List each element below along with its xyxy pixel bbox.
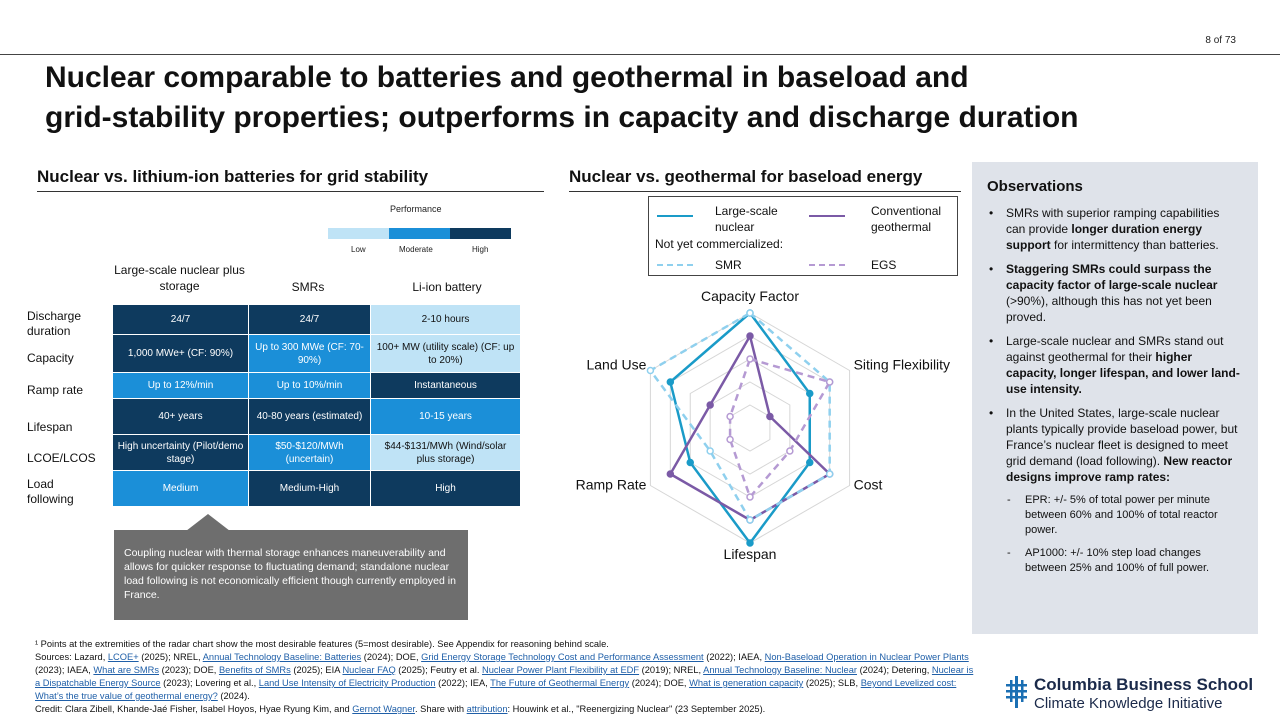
radar-grid-ring: [710, 382, 790, 474]
comparison-table: [112, 304, 521, 507]
source-link[interactable]: Benefits of SMRs: [218, 665, 291, 675]
table-cell: Up to 10%/min: [249, 373, 371, 399]
source-link[interactable]: The Future of Geothermal Energy: [490, 678, 630, 688]
radar-point: [707, 448, 713, 454]
table-cell: 1,000 MWe+ (CF: 90%): [113, 335, 249, 373]
radar-point: [807, 391, 813, 397]
radar-point: [667, 379, 673, 385]
legend-moderate-swatch: [389, 228, 450, 239]
page-title: [45, 58, 1245, 138]
logo-initiative-name: Climate Knowledge Initiative: [1034, 695, 1223, 712]
source-text: (2024); DOE,: [361, 652, 422, 662]
radar-grid-ring: [690, 359, 810, 497]
source-text: : Houwink et al., "Reenergizing Nuclear" (23 September 2025).: [507, 704, 766, 714]
title-line-1: Nuclear comparable to batteries and geothermal in baseload and: [45, 61, 969, 94]
radar-axis-label: Siting Flexibility: [853, 356, 951, 373]
source-link[interactable]: attribution: [466, 704, 508, 714]
observations-heading: Observations: [987, 178, 1083, 195]
table-cell: 2-10 hours: [371, 305, 521, 335]
legend-large-scale-label: Large-scale nuclear: [715, 204, 778, 234]
source-text: (2023); IAEA,: [35, 665, 94, 675]
source-link[interactable]: Annual Technology Baseline: Nuclear: [703, 665, 857, 675]
baseload-heading: Nuclear vs. geothermal for baseload energy: [569, 167, 961, 192]
footer: [35, 638, 980, 716]
observation-text: Staggering SMRs could surpass the capacity factor of large-scale nuclear: [1006, 262, 1218, 292]
radar-point: [807, 460, 813, 466]
source-link[interactable]: Beyond Levelized cost: What’s the true value of geothermal energy?: [35, 678, 957, 701]
column-header-li-ion: Li-ion battery: [412, 280, 482, 294]
observation-text: higher capacity, longer lifespan, and lower land-use intensity.: [1006, 350, 1240, 396]
observation-text: In the United States, large-scale nuclear plants typically provide baseload power, but France’s nuclear fleet is designed to meet grid demand (load following).: [1006, 406, 1238, 468]
radar-legend: [648, 196, 958, 276]
radar-point: [747, 310, 753, 316]
observation-subitem: - EPR: +/- 5% of total power per minute between 60% and 100% of total reactor power.: [987, 493, 1242, 538]
source-text: (2025); NREL,: [138, 652, 203, 662]
legend-high-swatch: [450, 228, 511, 239]
radar-point: [707, 402, 713, 408]
table-cell: 100+ MW (utility scale) (CF: up to 20%): [371, 335, 521, 373]
row-label-capacity: Capacity: [27, 351, 74, 365]
radar-point: [827, 379, 833, 385]
column-header-smrs: SMRs: [291, 280, 325, 294]
source-text: (2019); NREL,: [639, 665, 704, 675]
footnote: ¹ Points at the extremities of the radar chart show the most desirable features (5=most desirable). See Appendix for reasoning behind scale.: [35, 639, 609, 649]
legend-conventional-label: Conventional geothermal: [871, 204, 942, 234]
legend-moderate-label: Moderate: [399, 245, 433, 254]
table-cell: $44-$131/MWh (Wind/solar plus storage): [371, 435, 521, 471]
legend-low-swatch: [328, 228, 389, 239]
radar-point: [787, 448, 793, 454]
radar-grid-ring: [650, 313, 849, 543]
storage-callout: Coupling nuclear with thermal storage enhances maneuverability and allows for quicker response to fluctuating demand; standalone nuclear load following is not economically efficient though currently employed in France.: [114, 530, 468, 620]
legend-high-label: High: [472, 245, 489, 254]
observation-text: longer duration energy support: [1006, 222, 1203, 252]
observation-item: [987, 405, 1242, 485]
radar-axis-label: Capacity Factor: [700, 288, 800, 304]
table-cell: 24/7: [249, 305, 371, 335]
table-cell: High uncertainty (Pilot/demo stage): [113, 435, 249, 471]
table-cell: Instantaneous: [371, 373, 521, 399]
radar-point: [687, 460, 693, 466]
table-cell: $50-$120/MWh (uncertain): [249, 435, 371, 471]
table-cell: 24/7: [113, 305, 249, 335]
grid-stability-heading: Nuclear vs. lithium-ion batteries for grid stability: [37, 167, 544, 192]
observation-item: [987, 205, 1242, 253]
legend-smr-line: [657, 264, 693, 266]
observation-text: SMRs with superior ramping capabilities can provide: [1006, 206, 1220, 236]
observations-panel: [972, 162, 1258, 634]
radar-grid-ring: [730, 405, 770, 451]
radar-series-egs: [730, 359, 830, 497]
legend-egs-label: EGS: [871, 258, 897, 272]
radar-point: [747, 356, 753, 362]
source-link[interactable]: Nuclear Power Plant Flexibility at EDF: [481, 665, 640, 675]
observation-text: for intermittency than batteries.: [1050, 238, 1219, 252]
radar-point: [767, 414, 773, 420]
radar-point: [647, 368, 653, 374]
source-text: (2025); Feutry et al.: [395, 665, 482, 675]
source-text: . Share with: [414, 704, 467, 714]
source-link[interactable]: Nuclear is a Dispatchable Energy Source: [35, 665, 974, 688]
table-cell: High: [371, 471, 521, 507]
radar-axis-label: Cost: [853, 476, 883, 493]
page-number: 8 of 73: [1205, 35, 1236, 46]
radar-axis-label: Land Use: [586, 356, 647, 373]
row-label-lifespan: Lifespan: [27, 420, 73, 434]
credit-text: [35, 703, 980, 716]
radar-grid: [650, 313, 849, 543]
row-label-lcoe: LCOE/LCOS: [27, 451, 96, 465]
columbia-logo: [1004, 672, 1264, 716]
performance-legend-title: Performance: [390, 204, 442, 214]
source-link[interactable]: Annual Technology Baseline: Batteries: [202, 652, 362, 662]
column-header-large-scale: Large-scale nuclear plus storage: [114, 263, 245, 293]
radar-axis-label: Lifespan: [723, 546, 777, 562]
observation-item: [987, 333, 1242, 397]
observation-text: New reactor designs improve ramp rates:: [1006, 454, 1233, 484]
row-label-ramp: Ramp rate: [27, 383, 84, 397]
radar-point: [747, 494, 753, 500]
radar-point: [667, 471, 673, 477]
observation-text: Large-scale nuclear and SMRs stand out against geothermal for their: [1006, 334, 1224, 364]
source-text: Credit: Clara Zibell, Khande-Jaé Fisher, Isabel Hoyos, Hyae Ryung Kim, and: [35, 704, 353, 714]
row-label-discharge: Discharge duration: [27, 309, 82, 338]
legend-conventional-line: [809, 215, 845, 217]
source-link[interactable]: What are SMRs: [93, 665, 160, 675]
table-cell: 40+ years: [113, 399, 249, 435]
crown-icon: [1004, 676, 1030, 708]
source-link[interactable]: What is generation capacity: [689, 678, 804, 688]
radar-chart: [565, 288, 965, 563]
top-divider: [0, 54, 1280, 55]
source-text: (2024).: [217, 691, 250, 701]
source-link[interactable]: Grid Energy Storage Technology Cost and Performance Assessment: [421, 652, 704, 662]
radar-axis-label: Ramp Rate: [575, 476, 647, 493]
table-cell: Medium-High: [249, 471, 371, 507]
radar-point: [727, 414, 733, 420]
row-label-load-following: Load following: [27, 477, 74, 506]
callout-pointer: [186, 514, 230, 531]
legend-not-yet-label: Not yet commercialized:: [655, 237, 784, 251]
radar-point: [747, 517, 753, 523]
source-link[interactable]: Nuclear FAQ: [342, 665, 396, 675]
observations-list: [987, 205, 1242, 576]
table-cell: Medium: [113, 471, 249, 507]
source-link[interactable]: Non-Baseload Operation in Nuclear Power Plants: [764, 652, 969, 662]
observation-item: [987, 261, 1242, 325]
logo-school-name: Columbia Business School: [1034, 675, 1254, 694]
title-line-2: grid-stability properties; outperforms in capacity and discharge duration: [45, 101, 1079, 134]
observation-subitem: - AP1000: +/- 10% step load changes between 25% and 100% of full power.: [987, 546, 1242, 576]
radar-point: [747, 333, 753, 339]
source-text: (2023); Lovering et al.,: [160, 678, 259, 688]
source-link[interactable]: Gernot Wagner: [352, 704, 415, 714]
legend-low-label: Low: [351, 245, 366, 254]
source-text: (2025); SLB,: [803, 678, 861, 688]
source-text: (2022); IAEA,: [703, 652, 765, 662]
legend-egs-line: [809, 264, 845, 266]
table-cell: Up to 12%/min: [113, 373, 249, 399]
table-cell: Up to 300 MWe (CF: 70-90%): [249, 335, 371, 373]
legend-smr-label: SMR: [715, 258, 742, 272]
radar-point: [727, 437, 733, 443]
radar-point: [827, 471, 833, 477]
source-link[interactable]: LCOE+: [107, 652, 139, 662]
source-link[interactable]: Land Use Intensity of Electricity Production: [258, 678, 436, 688]
observation-text: (>90%), although this has not yet been proved.: [1006, 294, 1212, 324]
table-cell: 10-15 years: [371, 399, 521, 435]
source-text: (2022); IEA,: [435, 678, 491, 688]
source-text: (2024); DOE,: [629, 678, 690, 688]
legend-large-scale-line: [657, 215, 693, 217]
source-text: (2024); Detering,: [856, 665, 932, 675]
sources-text: [35, 651, 980, 703]
table-cell: 40-80 years (estimated): [249, 399, 371, 435]
source-text: Sources: Lazard,: [35, 652, 108, 662]
source-text: (2025); EIA: [290, 665, 343, 675]
source-text: (2023); DOE,: [159, 665, 219, 675]
radar-series: [647, 310, 832, 546]
